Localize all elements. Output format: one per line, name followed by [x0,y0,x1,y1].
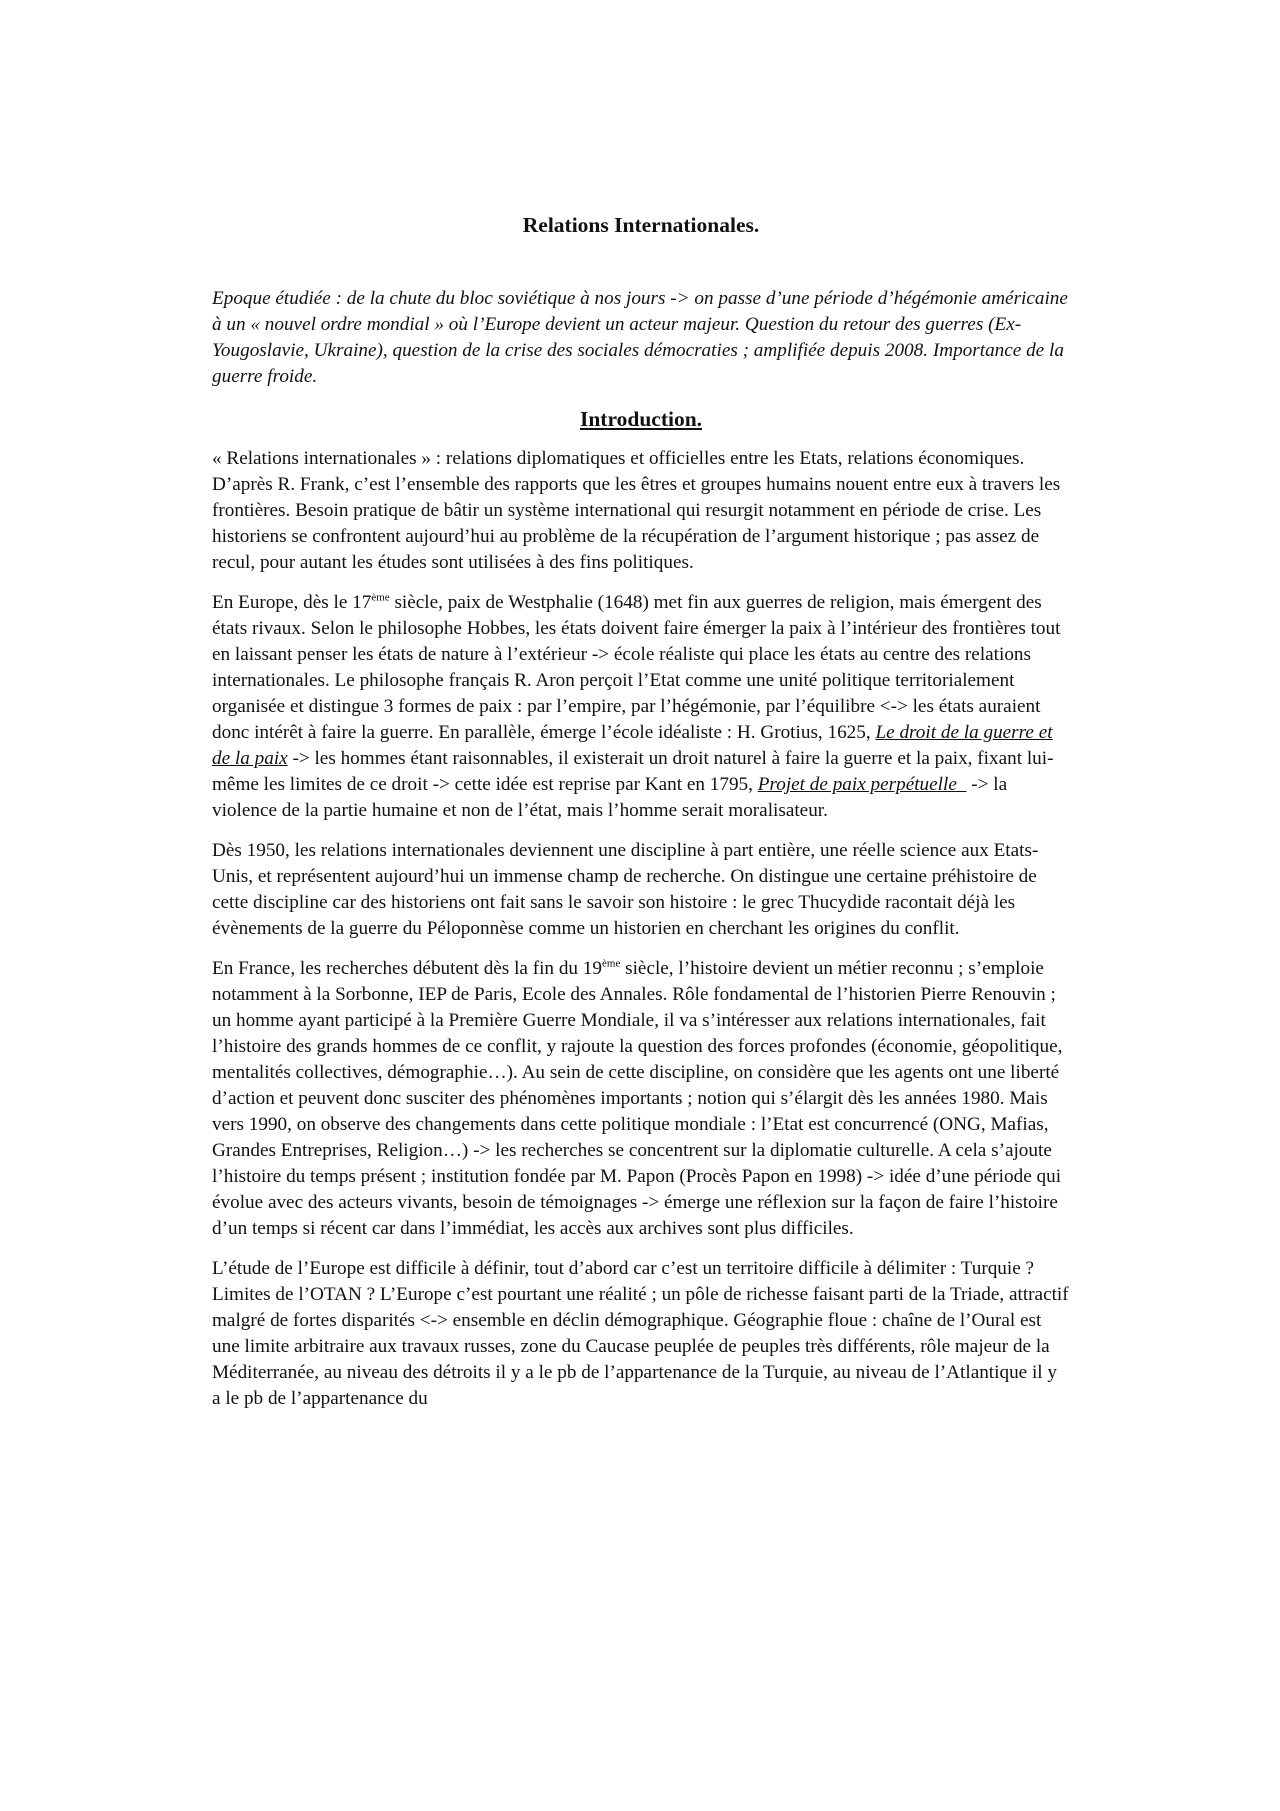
intro-paragraph: Epoque étudiée : de la chute du bloc soviétique à nos jours -> on passe d’une période d’hégémonie américaine à un « nouvel ordre mondial » où l’Europe devient un acteur majeur. Question du retour des guerres (Ex-Yougoslavie, Ukraine), question de la crise des sociales démocraties ; amplifiée depuis 2008. Importance de la guerre froide. [212,288,1068,387]
paragraph-discipline-1950: Dès 1950, les relations internationales deviennent une discipline à part entière, une réelle science aux Etats-Unis, et représentent aujourd’hui un immense champ de recherche. On distingue une certaine préhistoire de cette discipline car des historiens ont fait sans le savoir son histoire : le grec Thucydide racontait déjà les évènements de la guerre du Péloponnèse comme un historien en cherchant les origines du conflit. [212,840,1039,939]
text-segment: -> les hommes étant raisonnables, il existerait un droit naturel à faire la guerre et la paix, fixant lui-même les limites de ce droit -> cette idée est reprise par Kant en 1795, [212,748,1054,795]
superscript-ordinal: ème [602,957,621,970]
section-heading-introduction: Introduction. [579,407,703,431]
text-segment: En France, les recherches débutent dès la fin du 19 [212,958,602,979]
paragraph-france-research [212,956,1070,1242]
paragraph-europe-17th-century [212,590,1070,824]
paragraph-definition: « Relations internationales » : relations diplomatiques et officielles entre les Etats, relations économiques. D’après R. Frank, c’est l’ensemble des rapports que les êtres et groupes humains nouent entre eux à travers les frontières. Besoin pratique de bâtir un système international qui resurgit notamment en période de crise. Les historiens se confrontent aujourd’hui au problème de la récupération de l’argument historique ; pas assez de recul, pour autant les études sont utilisées à des fins politiques. [212,448,1061,573]
book-title-grotius: Le droit de la guerre et de la paix [212,722,1053,769]
text-segment: siècle, l’histoire devient un métier reconnu ; s’emploie notamment à la Sorbonne, IEP de Paris, Ecole des Annales. Rôle fondamental de l’historien Pierre Renouvin ; un homme ayant participé à la Première Guerre Mondiale, il va s’intéresser aux relations internationales, fait l’histoire des grands hommes de ce conflit, y rajoute la question des forces profondes (économie, géopolitique, mentalités collectives, démographie…). Au sein de cette discipline, on considère que les agents ont une liberté d’action et peuvent donc susciter des phénomènes importants ; notion qui s’élargit dès les années 1980. Mais vers 1990, on observe des changements dans cette politique mondiale : l’Etat est concurrencé (ONG, Mafias, Grandes Entreprises, Religion…) -> les recherches se concentrent sur la diplomatie culturelle. A cela s’ajoute l’histoire du temps présent ; institution fondée par M. Papon (Procès Papon en 1998) -> idée d’une période qui évolue avec des acteurs vivants, besoin de témoignages -> émerge une réflexion sur la façon de faire l’histoire d’un temps si récent car dans l’immédiat, les accès aux archives sont plus difficiles. [212,958,1063,1239]
text-segment: -> la violence de la partie humaine et non de l’état, mais l’homme serait moralisateur. [212,774,1008,821]
document-page [212,210,1070,1426]
text-segment: En Europe, dès le 17 [212,592,372,613]
book-title-kant: Projet de paix perpétuelle [757,774,967,795]
superscript-ordinal: ème [371,591,390,604]
text-segment: siècle, paix de Westphalie (1648) met fin aux guerres de religion, mais émergent des états rivaux. Selon le philosophe Hobbes, les états doivent faire émerger la paix à l’intérieur des frontières tout en laissant penser les états de nature à l’extérieur -> école réaliste qui place les états au centre des relations internationales. Le philosophe français R. Aron perçoit l’Etat comme une unité politique territorialement organisée et distingue 3 formes de paix : par l’empire, par l’hégémonie, par l’équilibre <-> les états auraient donc intérêt à faire la guerre. En parallèle, émerge l’école idéaliste : H. Grotius, 1625, [212,592,1061,743]
paragraph-europe-definition: L’étude de l’Europe est difficile à définir, tout d’abord car c’est un territoire difficile à délimiter : Turquie ? Limites de l’OTAN ? L’Europe c’est pourtant une réalité ; un pôle de richesse faisant parti de la Triade, attractif malgré de fortes disparités <-> ensemble en déclin démographique. Géographie floue : chaîne de l’Oural est une limite arbitraire aux travaux russes, zone du Caucase peuplée de peuples très différents, rôle majeur de la Méditerranée, au niveau des détroits il y a le pb de l’appartenance de la Turquie, au niveau de l’Atlantique il y a le pb de l’appartenance du [212,1258,1069,1409]
document-title: Relations Internationales. [522,213,760,237]
